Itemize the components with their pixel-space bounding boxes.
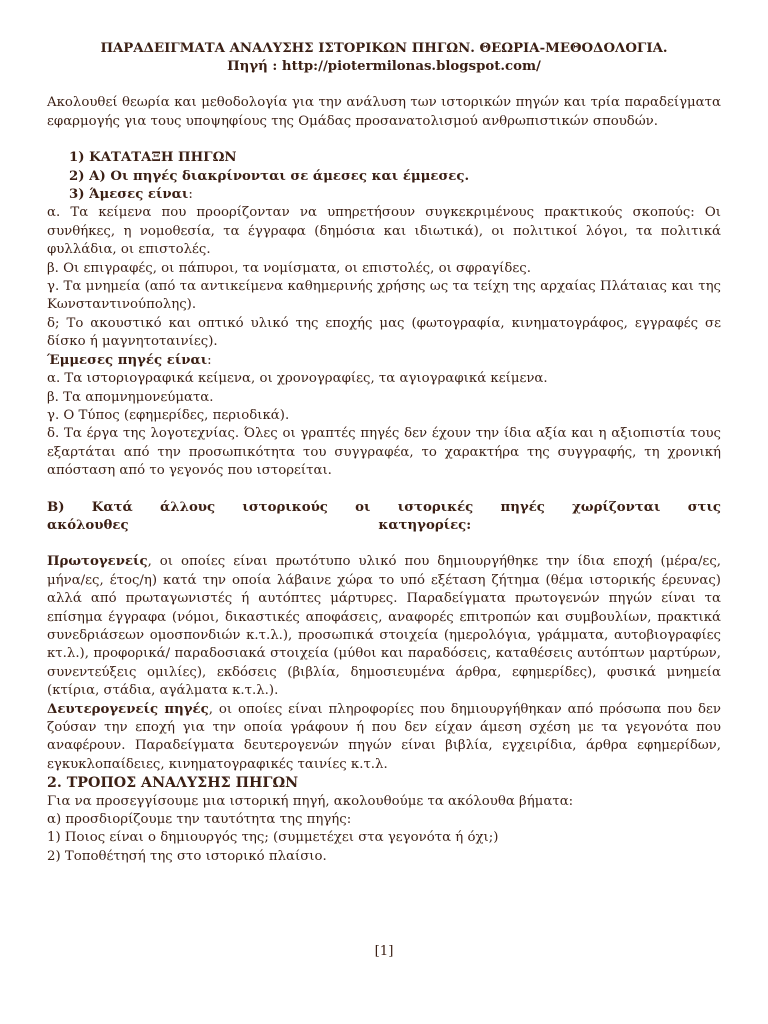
intro-paragraph: Ακολουθεί θεωρία και μεθοδολογία για την ανάλυση των ιστορικών πηγών και τρία παραδείγματα εφαρμογής για τους υποψηφίους της Ομάδας προσανατολισμού ανθρωπιστικών σπουδών. [47,95,721,129]
source-line: Πηγή : http://piotermilonas.blogspot.com/ [227,59,541,75]
section-b-word-left: ακόλουθες [47,517,129,533]
direct-sources-label: 3) Άμεσες είναι [69,187,189,203]
indirect-sources-colon: : [207,352,212,368]
secondary-sources-term: Δευτερογενείς πηγές [47,701,209,717]
secondary-sources-paragraph [47,701,721,775]
primary-sources-paragraph [47,553,721,700]
indirect-item-a: α. Τα ιστοριογραφικά κείμενα, οι χρονογραφίες, τα αγιογραφικά κείμενα. [47,371,548,387]
section-b-word-right: κατηγορίες: [378,517,472,533]
list-item-direct-indirect: 2) Α) Οι πηγές διακρίνονται σε άμεσες και έμμεσες. [69,168,470,184]
document-title [47,40,721,76]
document-body [47,40,721,866]
indirect-item-c: γ. Ο Τύπος (εφημερίδες, περιοδικά). [47,407,290,423]
section-2-intro: Για να προσεγγίσουμε μια ιστορική πηγή, ακολουθούμε τα ακόλουθα βήματα: [47,793,574,809]
indirect-item-d: δ. Τα έργα της λογοτεχνίας. Όλες οι γραπτές πηγές δεν έχουν την ίδια αξία και η αξιοπιστία τους εξαρτάται από την προσωπικότητα του συγγραφέα, το χαρακτήρα της συγγραφής, τη χρονική απόσταση από το γεγονός που ιστορείται. [47,426,721,479]
list-item-direct-sources [47,186,721,204]
section-2-title: 2. ΤΡΟΠΟΣ ΑΝΑΛΥΣΗΣ ΠΗΓΩΝ [47,775,299,792]
primary-sources-text: , οι οποίες είναι πρωτότυπο υλικό που δημιουργήθηκε την ίδια εποχή (μέρα/ες, μήνα/ες, έτος/η) κατά την οποία λάβαινε χώρα το υπό εξέταση ζήτημα (θέμα ιστορικής έρευνας) αλλά από πρωταγωνιστές ή αυτόπτες μάρτυρες. Παραδείγματα πρωτογενών πηγών είναι τα επίσημα έγγραφα (νόμοι, δικαστικές αποφάσεις, αναφορές επιτροπών και συμβουλίων, πρακτικά συνεδριάσεων ομοσπονδιών κ.τ.λ.), προσωπικά στοιχεία (ημερολόγια, γράμματα, αυτοβιογραφίες κτ.λ.), προφορικά/ παραδοσιακά στοιχεία (μύθοι και παραδόσεις, καταθέσεις αυτόπτων μαρτύρων, συνεντεύξεις ομιλίες), εκδόσεις (βιβλία, δημοσιευμένα άρθρα, εφημερίδες), φυσικά μνημεία (κτίρια, στάδια, αγάλματα κ.τ.λ.). [47,554,721,699]
direct-item-c: γ. Τα μνημεία (από τα αντικείμενα καθημερινής χρήσης ως τα τείχη της αρχαίας Πλάταιας και της Κωνσταντινούπολης). [47,279,721,313]
list-item-classification: 1) ΚΑΤΑΤΑΞΗ ΠΗΓΩΝ [69,150,237,166]
title-line: ΠΑΡΑΔΕΙΓΜΑΤΑ ΑΝΑΛΥΣΗΣ ΙΣΤΟΡΙΚΩΝ ΠΗΓΩΝ. ΘΕΩΡΙΑ-ΜΕΘΟΔΟΛΟΓΙΑ. [100,41,668,56]
section-2-step-2: 2) Τοποθέτησή της στο ιστορικό πλαίσιο. [47,848,327,864]
primary-sources-term: Πρωτογενείς [47,554,148,570]
section-2-step-1: 1) Ποιος είναι ο δημιουργός της; (συμμετέχει στα γεγονότα ή όχι;) [47,830,499,846]
direct-item-d: δ; Το ακουστικό και οπτικό υλικό της εποχής μας (φωτογραφία, κινηματογράφος, εγγραφές σε δίσκο ή μαγνητοταινίες). [47,315,721,350]
section-b-heading: Β) Κατά άλλους ιστορικούς οι ιστορικές πηγές χωρίζονται στις [47,499,721,515]
section-2-step-a: α) προσδιορίζουμε την ταυτότητα της πηγής: [47,812,352,828]
direct-item-a: α. Τα κείμενα που προορίζονταν να υπηρετήσουν συγκεκριμένους πρακτικούς σκοπούς: Οι συνθήκες, η νομοθεσία, τα έγγραφα (δημόσια και ιδιωτικά), οι πολιτικοί λόγοι, τα πολιτικά φυλλάδια, οι επιστολές. [47,205,721,258]
direct-item-b: β. Οι επιγραφές, οι πάπυροι, τα νομίσματα, οι επιστολές, οι σφραγίδες. [47,260,531,276]
indirect-sources-heading [47,352,721,370]
secondary-sources-text: , οι οποίες είναι πληροφορίες που δημιουργήθηκαν από πρόσωπα που δεν ζούσαν την εποχή για την οποία γράφουν ή που δεν είχαν άμεση σχέση με τα γεγονότα που αναφέρουν. Παραδείγματα δευτερογενών πηγών είναι βιβλία, εγχειρίδια, άρθρα εφημερίδων, εγκυκλοπαίδειες, κινηματογραφικές ταινίες κ.τ.λ. [47,701,721,772]
direct-sources-colon: : [188,187,193,203]
page-number: [1] [374,944,394,959]
indirect-item-b: β. Τα απομνημονεύματα. [47,389,214,405]
section-b-heading-line2 [47,517,721,535]
indirect-sources-label: Έμμεσες πηγές είναι [47,352,208,368]
